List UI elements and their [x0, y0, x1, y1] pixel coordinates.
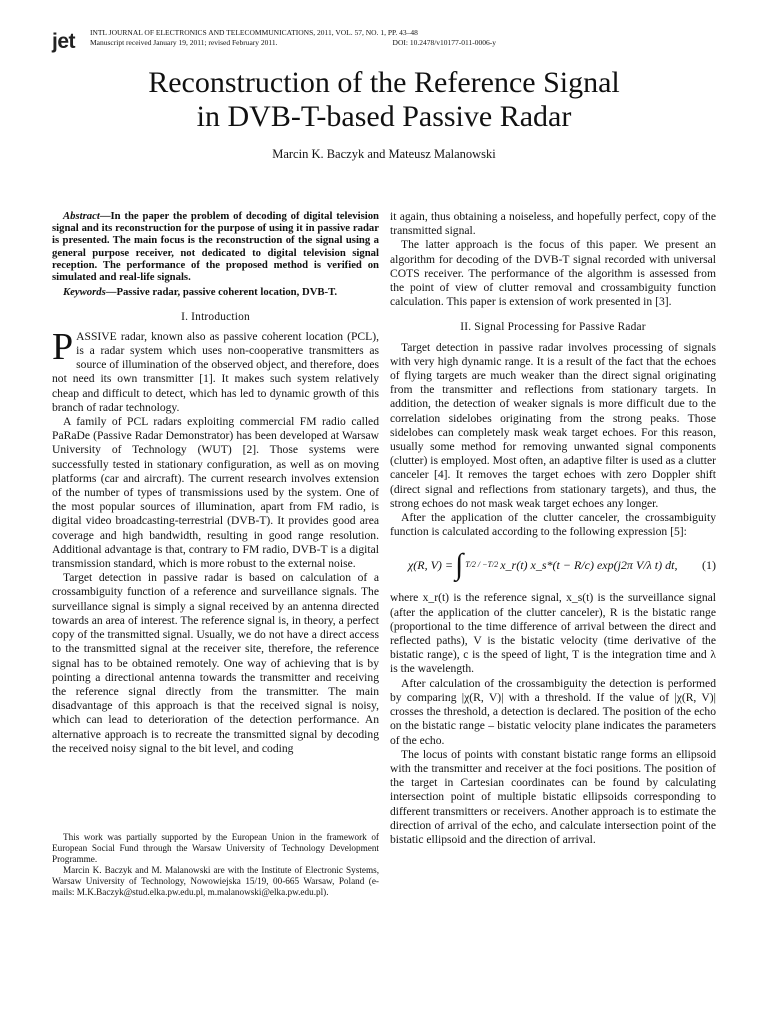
- right-paragraph-1: The latter approach is the focus of this paper. We present an algorithm for decoding of the DVB-T signal recorded with universal COTS receiver. The performance of the algorithm is assessed from the point of view of clutter removal and crossambiguity function calculation. This paper is extension of work presented in [3].: [390, 238, 716, 309]
- abstract: [52, 210, 379, 283]
- keywords-label: Keywords: [63, 286, 106, 299]
- intro-paragraph-3: Target detection in passive radar is based on calculation of a crossambiguity function of a reference and surveillance signals. The surveillance signal is simply a signal received by an antenna directed towards an area of interest. The reference signal is, in theory, a perfect copy of the transmitted signal. Usually, we do not have a direct access to the transmitted signal at the receiver site, therefore, the reference signal has to be obtained remotely. One way of achieving that is by pointing a directional antenna towards the transmitter and receiving the reference signal directly from the transmitter. The main disadvantage of this approach is that the received signal is noisy, which can lead to deterioration of the detection performance. An alternative approach is to recreate the transmitted signal by decoding the received noisy signal to the bit level, and coding: [52, 571, 379, 755]
- journal-line: INTL JOURNAL OF ELECTRONICS AND TELECOMMUNICATIONS, 2011, VOL. 57, NO. 1, PP. 43–48: [90, 28, 418, 37]
- right-paragraph-3: After the application of the clutter canceler, the crossambiguity function is calculated according to the following expression [5]:: [390, 511, 716, 539]
- abstract-text: —In the paper the problem of decoding of digital television signal and its reconstruction for the purpose of using it in passive radar is presented. The main focus is the reconstruction of the signal using a general purpose receiver, not dedicated to digital television signal reception. The performance of the proposed method is verified on simulated and real-life signals.: [52, 210, 379, 284]
- keywords-text: —Passive radar, passive coherent location, DVB-T.: [105, 286, 338, 299]
- equation-limits: T/2 / −T/2: [465, 560, 499, 570]
- footnote-funding: This work was partially supported by the European Union in the framework of European Social Fund through the Warsaw University of Technology Development Programme.: [52, 832, 379, 864]
- right-paragraph-5: After calculation of the crossambiguity the detection is performed by comparing |χ(R, V)| with a threshold. If the value of |χ(R, V)| crosses the threshold, a detection is declared. The position of the echo on the bistatic range – bistatic velocity plane indicates the parameters of the echo.: [390, 676, 716, 747]
- abstract-label: Abstract: [63, 210, 100, 222]
- right-paragraph-0: it again, thus obtaining a noiseless, and hopefully perfect, copy of the transmitted signal.: [390, 210, 716, 238]
- keywords: [52, 286, 379, 298]
- right-column: [390, 210, 716, 847]
- title-line-1: Reconstruction of the Reference Signal: [148, 66, 620, 99]
- journal-logo: jet: [52, 30, 76, 53]
- footnote-affiliation: Marcin K. Baczyk and M. Malanowski are with the Institute of Electronic Systems, Warsaw University of Technology, Nowowiejska 15/19, 00-665 Warsaw, Poland (e-mails: M.K.Baczyk@stud.elka.pw.edu.pl, m.malanowski@elka.pw.edu.pl).: [52, 865, 379, 897]
- received-date: Manuscript received January 19, 2011; revised February 2011.: [90, 38, 278, 47]
- intro-paragraph-1: [52, 325, 379, 415]
- intro-text-1: ASSIVE radar, known also as passive coherent location (PCL), is a radar system which uses non-cooperative transmitters as source of illumination of the observed object, and therefore, does not need its own transmitter [1]. It makes such system relatively cheap and difficult to detect, which has led to dynamic growth of this branch of radar technology.: [52, 329, 379, 414]
- footnotes: [52, 832, 379, 898]
- journal-header: [90, 28, 496, 48]
- equation-expression: [408, 550, 677, 580]
- title-line-2: in DVB-T-based Passive Radar: [196, 100, 572, 133]
- journal-meta-row: [90, 38, 496, 48]
- integral-sign: ∫: [455, 548, 464, 582]
- equation-lhs: χ(R, V) =: [408, 558, 454, 573]
- equation-number: (1): [702, 558, 716, 573]
- right-paragraph-2: Target detection in passive radar involves processing of signals with very high dynamic range. It is a result of the fact that the echoes of flying targets are much weaker than the direct signal originating from the transmitter and reflections from stationary targets. In addition, the detection of weaker signals is more difficult due to the correlation sidelobes originating from the strong peaks. Those sidelobes can completely mask weak target echoes. For this reason, usually some method for removing unwanted signal components (clutter) is employed. Most often, an adaptive filter is used as a clutter canceler [4]. It removes the target echoes with zero Doppler shift (direct signal and reflections from stationary targets), and thus, the strong echoes do not mask weak target echoes any longer.: [390, 340, 716, 510]
- right-paragraph-6: The locus of points with constant bistatic range forms an ellipsoid with the transmitter and receiver at the foci positions. The position of the target in Cartesian coordinates can be found by calculating intersection point of multiple bistatic ellipsoids corresponding to different transmitters or receivers. Another approach is to estimate the direction of arrival of the echo, and calculate intersection point of the bistatic ellipsoid and the direction of arrival.: [390, 747, 716, 846]
- doi: DOI: 10.2478/v10177-011-0006-y: [392, 38, 496, 47]
- authors: Marcin K. Baczyk and Mateusz Malanowski: [272, 147, 496, 161]
- drop-cap: P: [52, 325, 74, 368]
- paper-title: [60, 66, 708, 134]
- left-column: [52, 210, 379, 756]
- right-paragraph-4: where x_r(t) is the reference signal, x_s(t) is the surveillance signal (after the application of the clutter canceler), R is the bistatic range (proportional to the time difference of arrival between the direct and reflected paths), V is the bistatic velocity (time derivative of the bistatic range), c is the speed of light, T is the integration time and λ is the wavelength.: [390, 591, 716, 676]
- equation-body: x_r(t) x_s*(t − R/c) exp(j2π V/λ t) dt,: [500, 558, 678, 573]
- section-heading-signal-processing: II. Signal Processing for Passive Radar: [460, 321, 646, 334]
- equation-1: [390, 543, 716, 587]
- section-heading-introduction: I. Introduction: [181, 310, 250, 323]
- intro-paragraph-2: A family of PCL radars exploiting commercial FM radio called PaRaDe (Passive Radar Demonstrator) has been developed at Warsaw University of Technology (WUT) [2]. Those systems were successfully tested in stationary configuration, as well as on moving platforms (car and aircraft). The current research involves extension of the number of types of transmissions used by the system. One of the most popular sources of illumination, apart from FM radio, is digital video broadcasting-terrestrial (DVB-T). It provides good area coverage and high bandwidth, resulting in good range resolution. Additional advantage is that, contrary to FM radio, DVB-T is a digital transmission standard, which is more robust to the external noise.: [52, 415, 379, 571]
